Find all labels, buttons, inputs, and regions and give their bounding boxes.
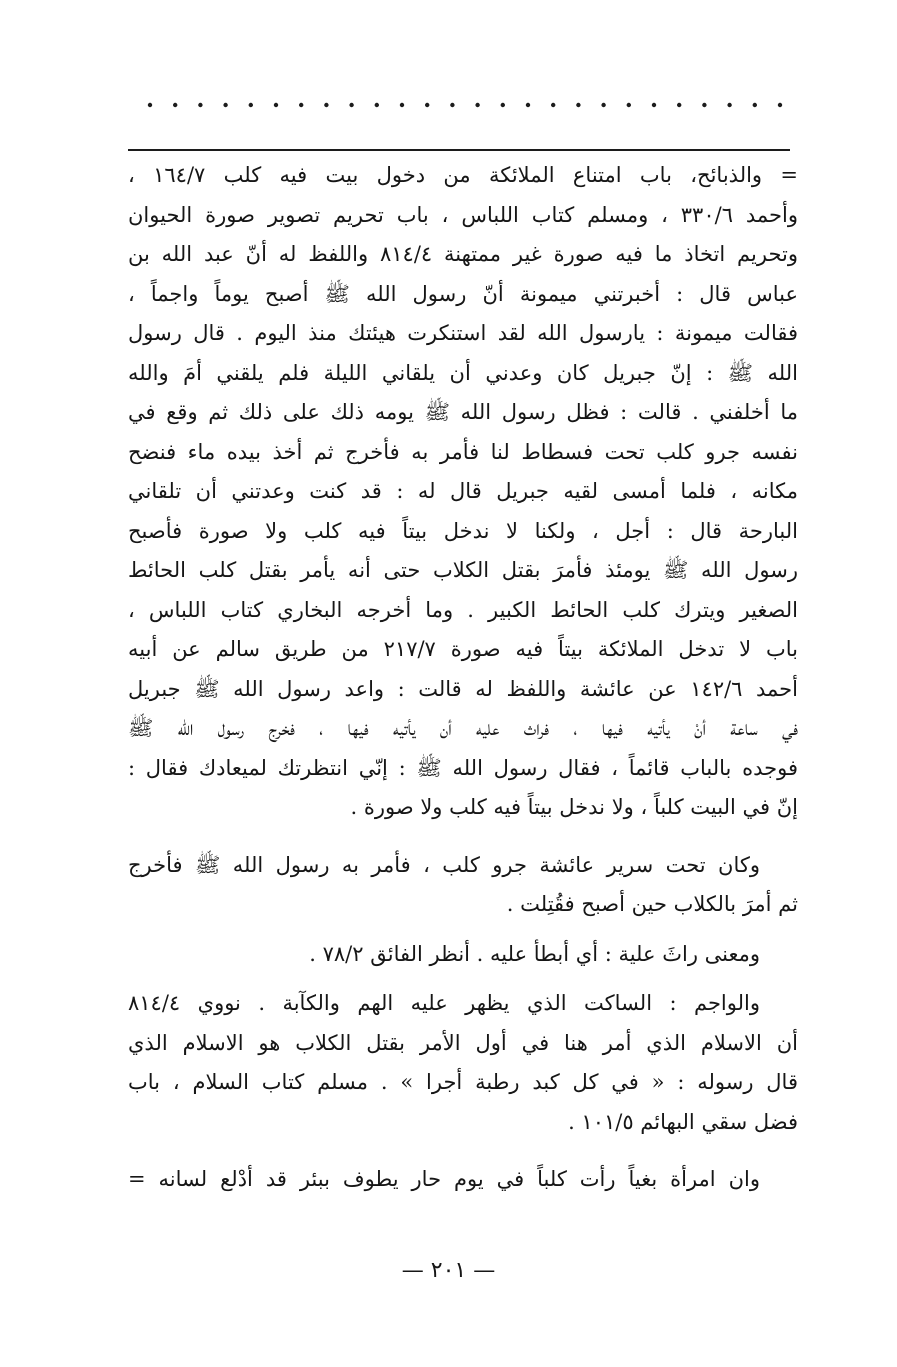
text-line: أحمد ١٤٢/٦ عن عائشة واللفظ له قالت : واعد رسول الله ﷺ جبريل: [128, 676, 798, 701]
leader-dot: [173, 103, 177, 107]
text-line: والواجم : الساكت الذي يظهر عليه الهم والكآبة . نووي ٨١٤/٤: [128, 991, 760, 1015]
text-line: ومعنى راثَ علية : أي أبطأ عليه . أنظر الفائق ٧٨/٢ .: [309, 941, 760, 966]
leader-dot: [450, 103, 454, 107]
text-line: عباس قال : أخبرتني ميمونة أنّ رسول الله ﷺ أصبح يوماً واجماً ،: [128, 281, 798, 306]
leader-dot: [727, 103, 731, 107]
leader-dot: [753, 103, 757, 107]
leader-dot: [198, 103, 202, 107]
leader-dot: [551, 103, 555, 107]
text-line: أن الاسلام الذي أمر هنا في أول الأمر بقتل الكلاب هو الاسلام الذي: [128, 1030, 798, 1055]
text-line: فقالت ميمونة : يارسول الله لقد استنكرت هيئتك منذ اليوم . قال رسول: [128, 321, 798, 345]
header-dot-leader: [0, 88, 897, 118]
leader-dot: [475, 103, 479, 107]
footnote-separator-rule: [128, 149, 790, 151]
leader-dot: [148, 103, 152, 107]
leader-dot: [223, 103, 227, 107]
text-line: نفسه جرو كلب تحت فسطاط لنا فأمر به فأخرج ثم أخذ بيده ماء فنضح: [128, 439, 798, 464]
text-line: الصغير ويترك كلب الحائط الكبير . وما أخرجه البخاري كتاب اللباس ،: [128, 597, 798, 622]
text-line: فضل سقي البهائم ١٠١/٥ .: [568, 1109, 798, 1134]
text-line: ما أخلفني . قالت : فظل رسول الله ﷺ يومه ذلك على ذلك ثم وقع في: [128, 400, 798, 424]
text-line: ثم أمرَ بالكلاب حين أصبح فقُتِلت .: [506, 892, 798, 916]
footnote-paragraph-2: [128, 846, 798, 925]
leader-dot: [299, 103, 303, 107]
text-line: رسول الله ﷺ يومئذ فأمرَ بقتل الكلاب حتى أنه يأمر بقتل كلب الحائط: [128, 558, 798, 582]
leader-dot: [627, 103, 631, 107]
text-line: في ساعة أنْ يأتيه فيها ، فراث عليه أن يأتيه فيها ، فخرج رسول الله ﷺ: [128, 716, 798, 740]
leader-dot: [375, 103, 379, 107]
text-line: فوجده بالباب قائماً ، فقال رسول الله ﷺ : إنّي انتظرتك لميعادك فقال :: [128, 755, 798, 780]
footnote-paragraph-1: [128, 156, 798, 828]
text-line: وكان تحت سرير عائشة جرو كلب ، فأمر به رسول الله ﷺ فأخرج: [128, 852, 760, 877]
leader-dot: [249, 103, 253, 107]
leader-dot: [324, 103, 328, 107]
text-line: الله ﷺ : إنّ جبريل كان وعدني أن يلقاني الليلة فلم يلقني أمَ والله: [128, 360, 798, 385]
leader-dot: [400, 103, 404, 107]
leader-dot: [425, 103, 429, 107]
leader-dot: [778, 103, 782, 107]
text-line: قال رسوله : « في كل كبد رطبة أجرا » . مسلم كتاب السلام ، باب: [128, 1070, 798, 1094]
text-line: وتحريم اتخاذ ما فيه صورة غير ممتهنة ٨١٤/٤ واللفظ له أنّ عبد الله بن: [128, 242, 798, 266]
leader-dot: [702, 103, 706, 107]
text-line: مكانه ، فلما أمسى لقيه جبريل قال له : قد كنت وعدتني أن تلقاني: [128, 479, 798, 503]
leader-dot: [349, 103, 353, 107]
leader-dot: [501, 103, 505, 107]
text-line: وان امرأة بغياً رأت كلباً في يوم حار يطوف ببئر قد أدْلع لسانه =: [128, 1167, 760, 1191]
text-line: البارحة قال : أجل ، ولكنا لا ندخل بيتاً فيه كلب ولا صورة فأصبح: [128, 518, 798, 543]
text-line: إنّ في البيت كلباً ، ولا ندخل بيتاً فيه كلب ولا صورة .: [350, 795, 798, 819]
leader-dot: [526, 103, 530, 107]
text-line: باب لا تدخل الملائكة بيتاً فيه صورة ٢١٧/٧ من طريق سالم عن أبيه: [128, 637, 798, 661]
leader-dot: [677, 103, 681, 107]
leader-dot: [601, 103, 605, 107]
footnote-text: [128, 156, 798, 1200]
footnote-paragraph-4: [128, 984, 798, 1142]
footnote-paragraph-3: [128, 935, 798, 975]
leader-dot: [576, 103, 580, 107]
text-line: = والذبائح، باب امتناع الملائكة من دخول بيت فيه كلب ١٦٤/٧ ،: [128, 163, 798, 187]
footnote-paragraph-5: [128, 1160, 798, 1200]
leader-dot: [652, 103, 656, 107]
page-number: — ٢٠١ —: [401, 1258, 496, 1283]
leader-dot: [274, 103, 278, 107]
text-line: وأحمد ٣٣٠/٦ ، ومسلم كتاب اللباس ، باب تحريم تصوير صورة الحيوان: [128, 202, 798, 227]
